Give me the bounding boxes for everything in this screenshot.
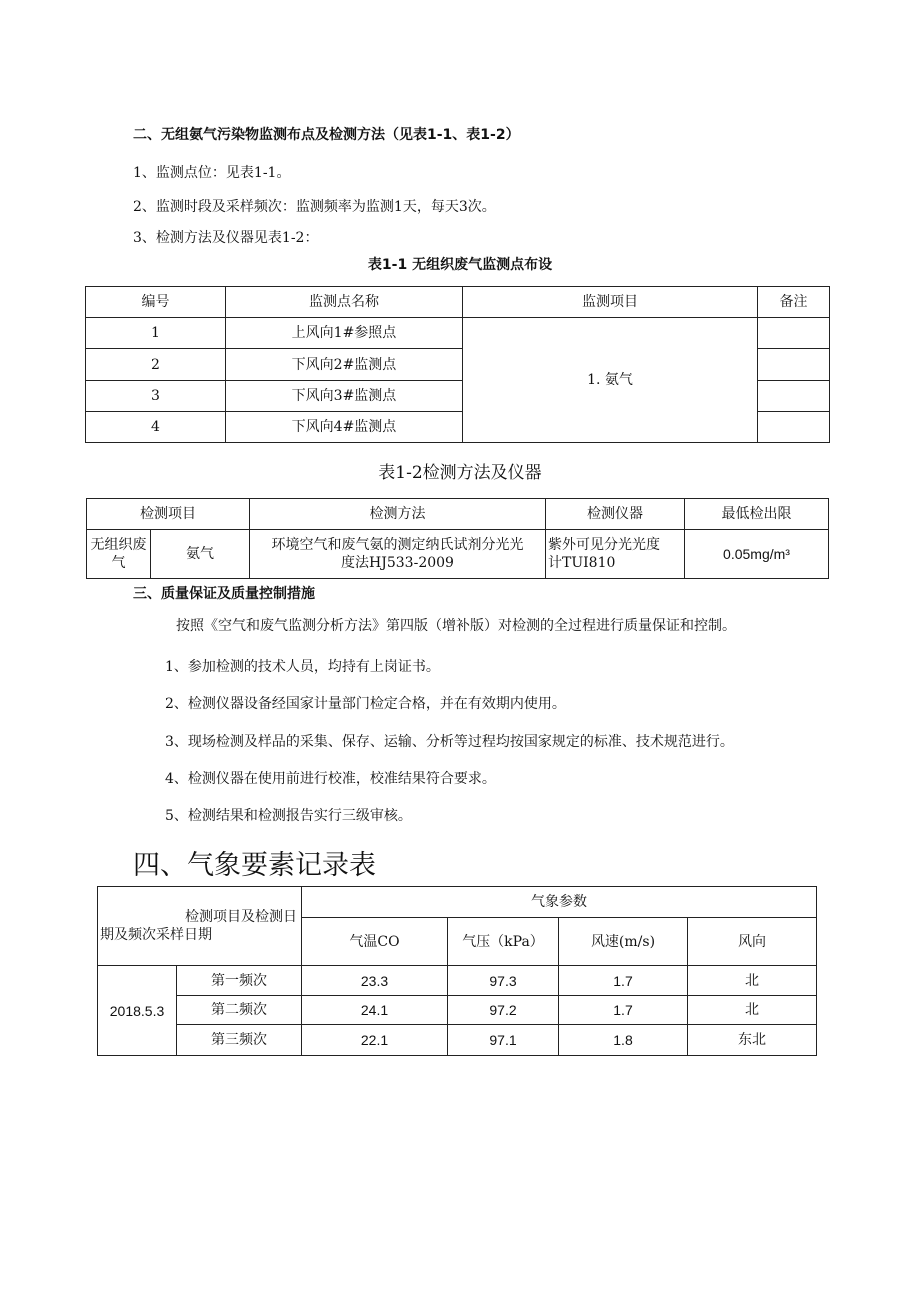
table1-caption: 表1-1 无组织废气监测点布设 [367,257,553,273]
temp-cell: 22.1 [302,1025,448,1056]
table-row [98,996,817,1025]
section3-item-5: 5、检测结果和检测报告实行三级审核。 [165,808,412,824]
point-no: 2 [86,349,226,381]
category-cell: 无组织废气 [87,530,151,579]
method-cell: 环境空气和废气氨的测定纳氏试剂分光光度法HJ533-2009 [250,530,546,579]
freq-cell: 第一频次 [177,966,302,996]
corner-header [98,887,302,966]
table2-header-limit: 最低检出限 [685,499,829,530]
table2-header-instrument: 检测仪器 [546,499,685,530]
section2-item-1: 1、监测点位：见表1-1。 [133,165,291,181]
wind-speed-cell: 1.7 [559,996,688,1025]
point-remark [758,381,830,412]
monitoring-item: 1. 氨气 [463,318,758,443]
item-cell: 氨气 [151,530,250,579]
table1-header-name: 监测点名称 [226,287,463,318]
freq-cell: 第三频次 [177,1025,302,1056]
wind-direction-cell: 北 [688,966,817,996]
table-row [98,1025,817,1056]
header-wind-direction: 风向 [688,918,817,966]
table2-caption: 表1-2检测方法及仪器 [378,463,542,483]
pressure-cell: 97.1 [448,1025,559,1056]
limit-cell: 0.05mg/m³ [685,530,829,579]
method-instrument-table [86,498,829,579]
table1-header-item: 监测项目 [463,287,758,318]
point-remark [758,349,830,381]
temp-cell: 24.1 [302,996,448,1025]
point-name: 下风向3#监测点 [226,381,463,412]
section2-item-2: 2、监测时段及采样频次：监测频率为监测1天，每天3次。 [133,199,496,215]
table-row [98,966,817,996]
section3-item-2: 2、检测仪器设备经国家计量部门检定合格，并在有效期内使用。 [165,696,566,712]
corner-header-line2: 期及频次采样日期 [100,927,212,943]
point-no: 4 [86,412,226,443]
header-pressure: 气压（kPa） [448,918,559,966]
table1-header-no: 编号 [86,287,226,318]
table-row [86,318,830,349]
date-cell: 2018.5.3 [98,966,177,1056]
point-remark [758,412,830,443]
point-name: 上风向1#参照点 [226,318,463,349]
point-name: 下风向2#监测点 [226,349,463,381]
pressure-cell: 97.3 [448,966,559,996]
table2-header-method: 检测方法 [250,499,546,530]
section4-title: 四、气象要素记录表 [133,850,376,881]
weather-table [97,886,817,1056]
wind-speed-cell: 1.8 [559,1025,688,1056]
section3-item-4: 4、检测仪器在使用前进行校准，校准结果符合要求。 [165,771,496,787]
point-remark [758,318,830,349]
freq-cell: 第二频次 [177,996,302,1025]
temp-cell: 23.3 [302,966,448,996]
header-wind-speed: 风速(m/s) [559,918,688,966]
monitoring-points-table [85,286,830,443]
pressure-cell: 97.2 [448,996,559,1025]
weather-group-header: 气象参数 [302,887,817,918]
header-temp: 气温CO [302,918,448,966]
section2-title: 二、无组氨气污染物监测布点及检测方法（见表1-1、表1-2） [133,127,520,143]
wind-direction-cell: 东北 [688,1025,817,1056]
section3-title: 三、质量保证及质量控制措施 [133,586,315,602]
point-name: 下风向4#监测点 [226,412,463,443]
table1-header-remark: 备注 [758,287,830,318]
corner-header-line1: 检测项目及检测日 [185,909,297,925]
section3-item-1: 1、参加检测的技术人员，均持有上岗证书。 [165,659,440,675]
wind-speed-cell: 1.7 [559,966,688,996]
table2-header-item: 检测项目 [87,499,250,530]
point-no: 3 [86,381,226,412]
wind-direction-cell: 北 [688,996,817,1025]
section3-intro: 按照《空气和废气监测分析方法》第四版（增补版）对检测的全过程进行质量保证和控制。 [176,618,736,634]
section3-item-3: 3、现场检测及样品的采集、保存、运输、分析等过程均按国家规定的标准、技术规范进行。 [165,734,734,750]
point-no: 1 [86,318,226,349]
instrument-cell: 紫外可见分光光度计TUI810 [546,530,685,579]
section2-item-3: 3、检测方法及仪器见表1-2： [133,230,319,246]
table-row [87,530,829,579]
